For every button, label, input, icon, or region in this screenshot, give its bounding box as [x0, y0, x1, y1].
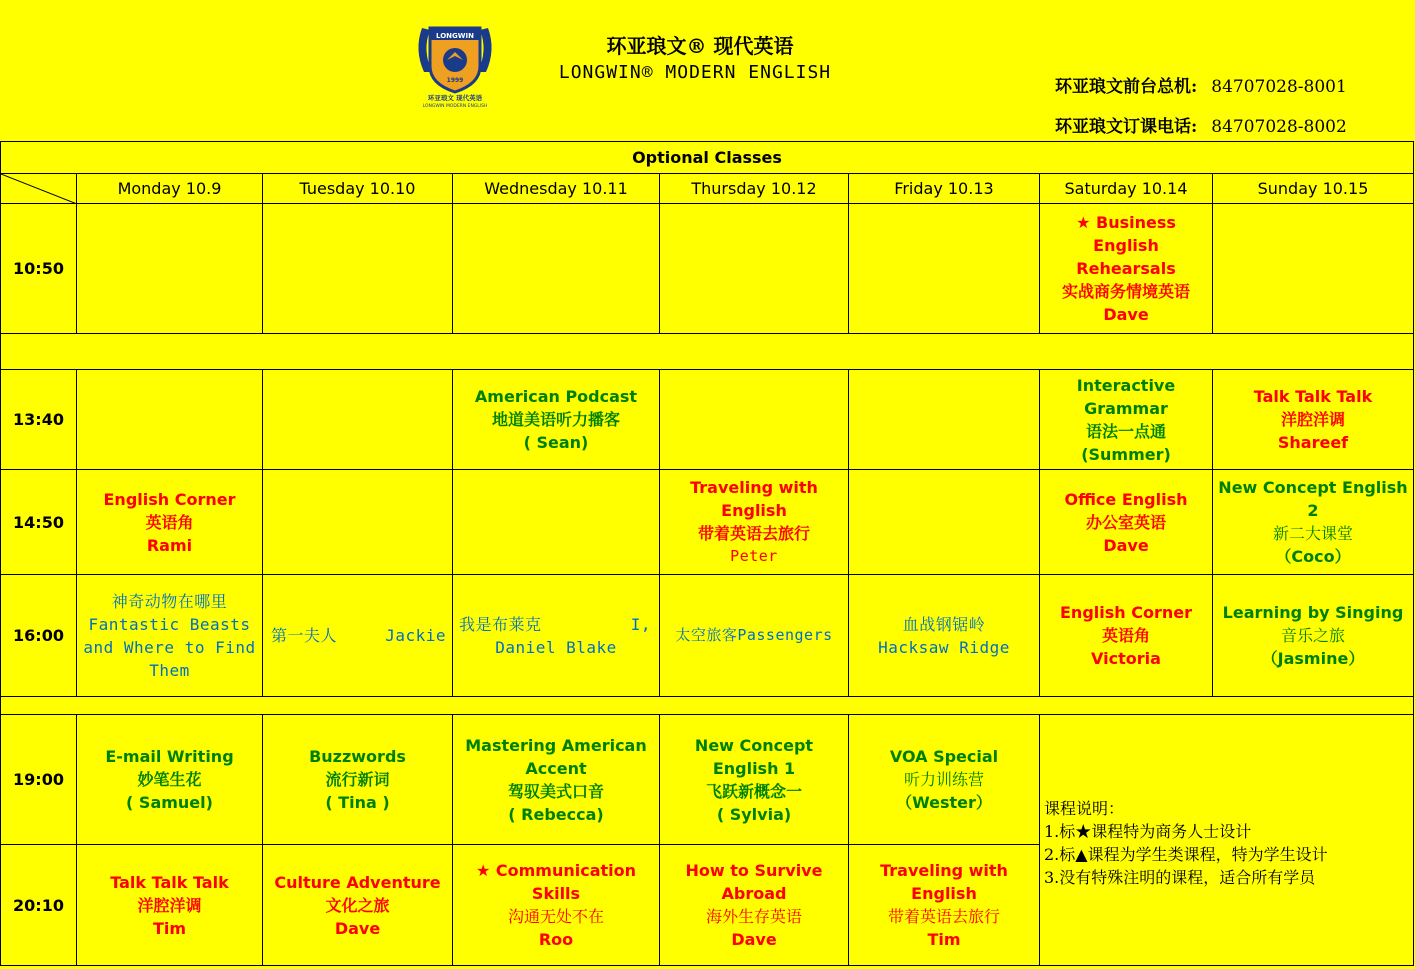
booking-contact: [1055, 112, 1347, 137]
school-title-en: LONGWIN® MODERN ENGLISH: [558, 62, 832, 83]
class-line: 语法一点通: [1085, 421, 1166, 441]
school-title-cn: 环亚琅文® 现代英语: [606, 34, 794, 58]
day-thursday: Thursday 10.12: [660, 174, 849, 204]
movie-hacksaw-ridge[interactable]: [849, 575, 1040, 697]
time-1900: 19:00: [1, 715, 77, 845]
class-cell: [263, 470, 453, 575]
class-line: Traveling with: [880, 861, 1008, 880]
class-talk-talk-talk-mon[interactable]: [77, 845, 263, 966]
class-line: Buzzwords: [309, 747, 406, 766]
course-notes: [1040, 715, 1414, 966]
class-how-to-survive-abroad[interactable]: [660, 845, 849, 966]
class-email-writing[interactable]: [77, 715, 263, 845]
class-line: Shareef: [1277, 433, 1349, 452]
class-line: and Where to Find: [83, 637, 256, 657]
class-line: 带着英语去旅行: [887, 907, 1000, 926]
class-line: 英语角: [145, 512, 194, 532]
class-line: ★ Business: [1076, 213, 1176, 232]
class-cell: [660, 204, 849, 334]
class-line: Interactive: [1076, 375, 1176, 395]
class-line: 流行新词: [325, 770, 390, 789]
class-line: 文化之旅: [325, 895, 390, 915]
class-line: Jackie: [385, 626, 446, 645]
class-line: Tim: [152, 918, 187, 938]
header: [0, 0, 1415, 141]
class-line: Dave: [334, 918, 381, 938]
class-line: 沟通无处不在: [507, 907, 604, 926]
table-title: Optional Classes: [1, 142, 1414, 174]
class-business-english-rehearsals[interactable]: [1040, 204, 1213, 334]
class-voa-special[interactable]: [849, 715, 1040, 845]
class-traveling-with-english-thu[interactable]: [660, 470, 849, 575]
movie-i-daniel-blake[interactable]: [453, 575, 660, 697]
class-line: 太空旅客Passengers: [675, 626, 833, 644]
logo-year: 1999: [446, 77, 464, 84]
class-line: Peter: [730, 547, 778, 565]
time-1450: 14:50: [1, 470, 77, 575]
class-line: 2: [1307, 501, 1319, 520]
class-line: How to Survive: [685, 861, 823, 880]
class-traveling-with-english-fri[interactable]: [849, 845, 1040, 966]
class-line: Abroad: [721, 884, 787, 903]
class-office-english[interactable]: [1040, 470, 1213, 575]
class-line: 地道美语听力播客: [491, 410, 620, 429]
class-line: 海外生存英语: [705, 907, 802, 926]
class-line: Roo: [538, 930, 574, 949]
day-tuesday: Tuesday 10.10: [263, 174, 453, 204]
class-line: Victoria: [1091, 649, 1161, 668]
class-line: Fantastic Beasts: [88, 614, 251, 634]
class-line: (Summer): [1081, 444, 1171, 464]
class-line: 妙笔生花: [137, 770, 202, 789]
class-line: ( Tina ): [325, 793, 390, 812]
day-friday: Friday 10.13: [849, 174, 1040, 204]
longwin-logo: [414, 20, 496, 110]
class-american-podcast[interactable]: [453, 370, 660, 470]
class-line: VOA Special: [889, 747, 999, 766]
class-line: Dave: [1103, 305, 1149, 324]
booking-number: 84707028-8002: [1211, 117, 1347, 137]
class-line: Grammar: [1084, 398, 1168, 418]
class-line: Talk Talk Talk: [1253, 387, 1373, 406]
class-line: [453, 613, 659, 636]
class-line: Hacksaw Ridge: [878, 637, 1010, 657]
class-line: ( Sylvia): [716, 804, 792, 824]
corner-cell: [1, 174, 77, 204]
class-line: 驾驭美式口音: [507, 781, 604, 801]
class-learning-by-singing[interactable]: [1213, 575, 1414, 697]
time-1340: 13:40: [1, 370, 77, 470]
break-row: [1, 697, 1414, 715]
class-talk-talk-talk-sun[interactable]: [1213, 370, 1414, 470]
class-line: English: [1093, 236, 1159, 255]
class-line: ( Rebecca): [508, 804, 604, 824]
movie-passengers[interactable]: [660, 575, 849, 697]
class-cell: [77, 204, 263, 334]
schedule-table: [0, 141, 1414, 966]
class-culture-adventure[interactable]: [263, 845, 453, 966]
class-line-part: 我是布莱克: [459, 614, 542, 634]
notes-item: 1.标★课程特为商务人士设计: [1044, 822, 1252, 841]
class-cell: [453, 470, 660, 575]
class-line: 洋腔洋调: [137, 895, 202, 915]
class-line: 神奇动物在哪里: [111, 591, 228, 611]
class-line: Dave: [1103, 535, 1149, 555]
class-line: English Corner: [103, 489, 236, 509]
class-line: Accent: [525, 758, 587, 778]
class-line: 第一夫人: [271, 626, 338, 645]
day-monday: Monday 10.9: [77, 174, 263, 204]
class-cell: [77, 370, 263, 470]
logo-text: LONGWIN: [436, 32, 474, 40]
class-line: Traveling with: [690, 478, 818, 497]
day-saturday: Saturday 10.14: [1040, 174, 1213, 204]
class-line: New Concept: [694, 735, 814, 755]
class-line: Rehearsals: [1076, 259, 1176, 278]
class-communication-skills[interactable]: [453, 845, 660, 966]
class-line: 新二大课堂: [1272, 524, 1353, 543]
class-line: Office English: [1064, 489, 1188, 509]
class-line: Rami: [146, 535, 193, 555]
class-line-part: I,: [630, 614, 651, 634]
class-line: ★ Communication: [475, 861, 637, 880]
break-row: [1, 334, 1414, 370]
class-interactive-grammar[interactable]: [1040, 370, 1213, 470]
class-line: 带着英语去旅行: [697, 524, 810, 543]
class-line: 英语角: [1101, 626, 1150, 645]
class-line: English 1: [712, 758, 796, 778]
class-line: ( Samuel): [126, 793, 213, 812]
class-new-concept-english-2[interactable]: [1213, 470, 1414, 575]
class-line: （Jasmine）: [1261, 649, 1365, 668]
class-line: Skills: [531, 884, 581, 903]
class-buzzwords[interactable]: [263, 715, 453, 845]
booking-label: 环亚琅文订课电话:: [1055, 117, 1198, 137]
class-line: New Concept English: [1218, 478, 1408, 497]
notes-title: 课程说明：: [1044, 799, 1125, 818]
class-line: ( Sean): [523, 433, 589, 452]
day-wednesday: Wednesday 10.11: [453, 174, 660, 204]
class-cell: [263, 204, 453, 334]
class-mastering-american-accent[interactable]: [453, 715, 660, 845]
class-cell: [453, 204, 660, 334]
day-sunday: Sunday 10.15: [1213, 174, 1414, 204]
class-line: 办公室英语: [1085, 512, 1166, 532]
class-line: （Coco）: [1275, 547, 1351, 566]
class-line: 音乐之旅: [1280, 626, 1345, 645]
class-line: Learning by Singing: [1222, 603, 1404, 622]
class-line: E-mail Writing: [105, 747, 234, 766]
time-1050: 10:50: [1, 204, 77, 334]
class-line: English: [721, 501, 787, 520]
class-cell: [263, 370, 453, 470]
notes-item: 2.标▲课程为学生类课程，特为学生设计: [1044, 845, 1328, 864]
class-cell: [849, 370, 1040, 470]
class-cell: [660, 370, 849, 470]
class-line: Them: [149, 660, 190, 680]
movie-jackie[interactable]: [263, 575, 453, 697]
class-line: 听力训练营: [903, 770, 984, 789]
class-cell: [849, 470, 1040, 575]
class-cell: [1213, 204, 1414, 334]
class-line: Culture Adventure: [274, 872, 441, 892]
time-1600: 16:00: [1, 575, 77, 697]
front-desk-contact: [1055, 72, 1347, 97]
class-english-corner-mon[interactable]: [77, 470, 263, 575]
class-line: Daniel Blake: [495, 637, 617, 657]
class-line: （Wester）: [896, 793, 992, 812]
class-line: Tim: [927, 930, 961, 949]
class-line: English Corner: [1060, 603, 1192, 622]
class-line: Mastering American: [465, 735, 647, 755]
class-line: Dave: [731, 930, 777, 949]
class-line: English: [911, 884, 977, 903]
logo-caption-cn: 环亚琅文 现代英语: [427, 94, 483, 102]
class-line: American Podcast: [474, 387, 638, 406]
movie-fantastic-beasts[interactable]: [77, 575, 263, 697]
class-line: 血战钢锯岭: [902, 614, 986, 634]
logo-caption-en: LONGWIN MODERN ENGLISH: [422, 104, 488, 109]
class-line: 实战商务情境英语: [1061, 282, 1190, 301]
class-english-corner-sat[interactable]: [1040, 575, 1213, 697]
class-line: Talk Talk Talk: [110, 872, 229, 892]
class-new-concept-english-1[interactable]: [660, 715, 849, 845]
notes-item: 3.没有特殊注明的课程，适合所有学员: [1044, 868, 1316, 887]
class-line: 飞跃新概念一: [705, 781, 802, 801]
class-cell: [849, 204, 1040, 334]
front-desk-number: 84707028-8001: [1211, 77, 1347, 97]
time-2010: 20:10: [1, 845, 77, 966]
front-desk-label: 环亚琅文前台总机:: [1055, 77, 1198, 97]
class-line: 洋腔洋调: [1280, 410, 1345, 429]
